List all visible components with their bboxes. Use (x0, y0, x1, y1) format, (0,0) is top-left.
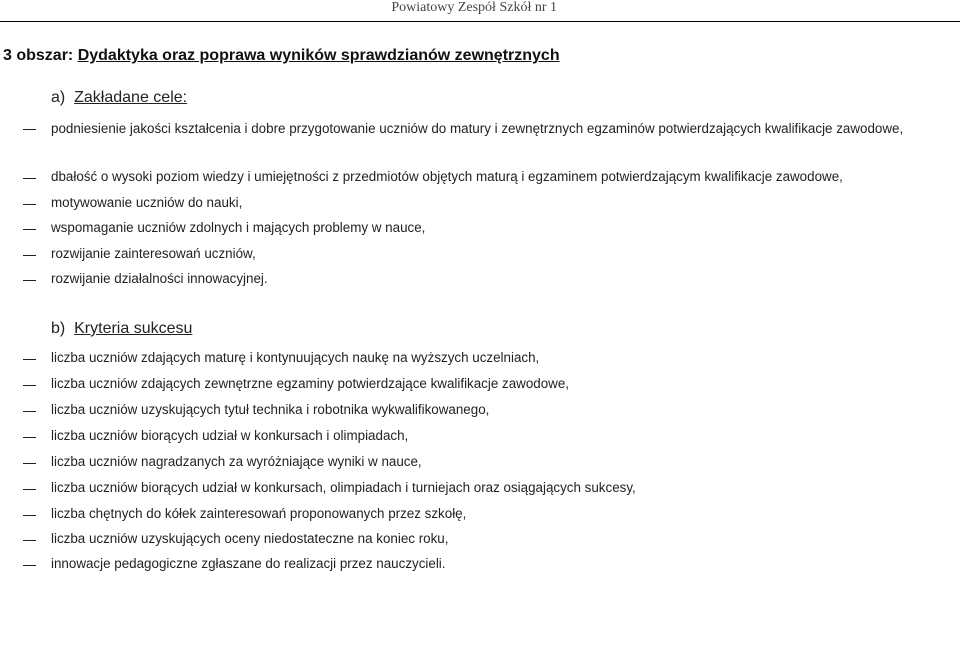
subheading-goals (51, 89, 187, 107)
list-item-text: rozwijanie działalności innowacyjnej. (51, 271, 268, 286)
dash-bullet-icon (23, 437, 36, 438)
header-text: Powiatowy Zespół Szkół nr 1 (391, 0, 557, 15)
dash-bullet-icon (23, 385, 36, 386)
dash-bullet-icon (23, 463, 36, 464)
subheading-text: Kryteria sukcesu (74, 320, 193, 337)
dash-bullet-icon (23, 540, 36, 541)
section-number: 3 obszar: (3, 47, 78, 64)
page-header (0, 0, 960, 22)
dash-bullet-icon (23, 129, 36, 130)
list-item-text: motywowanie uczniów do nauki, (51, 195, 243, 210)
list-item-text: liczba uczniów biorących udział w konkursach i olimpiadach, (51, 428, 409, 443)
section-title (3, 47, 560, 65)
list-item-text: rozwijanie zainteresowań uczniów, (51, 246, 256, 261)
list-item-text: liczba uczniów uzyskujących oceny niedostateczne na koniec roku, (51, 531, 449, 546)
dash-bullet-icon (23, 204, 36, 205)
list-item-text: liczba uczniów zdających maturę i kontynuujących naukę na wyższych uczelniach, (51, 350, 540, 365)
dash-bullet-icon (23, 411, 36, 412)
subheading-text: Zakładane cele: (74, 89, 188, 106)
dash-bullet-icon (23, 515, 36, 516)
dash-bullet-icon (23, 565, 36, 566)
list-item-text: liczba uczniów nagradzanych za wyróżniające wyniki w nauce, (51, 454, 422, 469)
subheading-marker: b) (51, 320, 66, 337)
list-item-text: liczba uczniów zdających zewnętrzne egzaminy potwierdzające kwalifikacje zawodowe, (51, 376, 570, 391)
dash-bullet-icon (23, 229, 36, 230)
list-item-text: innowacje pedagogiczne zgłaszane do realizacji przez nauczycieli. (51, 556, 446, 571)
list-item-text: liczba chętnych do kółek zainteresowań proponowanych przez szkołę, (51, 506, 467, 521)
section-title-text: Dydaktyka oraz poprawa wyników sprawdzianów zewnętrznych (77, 47, 560, 64)
list-item-text: wspomaganie uczniów zdolnych i mających problemy w nauce, (51, 220, 426, 235)
list-item-text: liczba uczniów biorących udział w konkursach, olimpiadach i turniejach oraz osiągających sukcesy, (51, 480, 636, 495)
subheading-marker: a) (51, 89, 66, 106)
list-item-text: liczba uczniów uzyskujących tytuł technika i robotnika wykwalifikowanego, (51, 402, 490, 417)
list-item-text: dbałość o wysoki poziom wiedzy i umiejętności z przedmiotów objętych maturą i egzaminem potwierdzającym kwalifikacje zawodowe, (51, 169, 843, 184)
dash-bullet-icon (23, 178, 36, 179)
dash-bullet-icon (23, 359, 36, 360)
dash-bullet-icon (23, 255, 36, 256)
dash-bullet-icon (23, 280, 36, 281)
list-item-text: podniesienie jakości kształcenia i dobre przygotowanie uczniów do matury i zewnętrznych egzaminów potwierdzających kwalifikacje zawodowe, (51, 121, 904, 136)
dash-bullet-icon (23, 489, 36, 490)
subheading-criteria (51, 320, 192, 338)
